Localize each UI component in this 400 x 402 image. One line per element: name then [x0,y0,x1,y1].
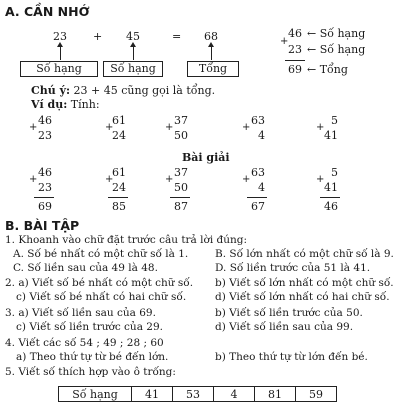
q3d: d) Viết số liền sau của 99. [215,321,354,333]
note-label: Chú ý: [31,84,71,97]
q3c: c) Viết số liền trước của 29. [16,321,163,333]
solution-sum: 87 [174,200,188,213]
q2b: b) Viết số lớn nhất có một chữ số. [215,277,394,289]
vertical-rule [285,60,305,61]
example-label: Ví dụ: [31,98,68,111]
eq-addend1: 23 [53,30,67,43]
solution-sum: 46 [324,200,338,213]
q1-option-d[interactable]: D. Số liền trước của 51 là 41. [215,262,371,274]
solution-rule [170,197,190,198]
solution-rule [320,197,340,198]
q4b: b) Theo thứ tự từ lớn đến bé. [215,351,368,363]
eq-equals: = [172,30,182,43]
q4a: a) Theo thứ tự từ bé đến lớn. [16,351,169,363]
problem-addend2: 24 [112,129,126,142]
problem-addend2: 23 [38,129,52,142]
vertical-label-sum: ← Tổng [307,63,348,76]
note-line [31,84,215,97]
table-cell: 4 [214,387,255,402]
section-b-title: B. BÀI TẬP [5,218,80,233]
table-cell: 81 [255,387,296,402]
problem-addend2: 50 [174,129,188,142]
arrow-up-icon [211,46,212,60]
solution-addend1: 37 [174,166,188,179]
problem-addend2: 41 [324,129,338,142]
solution-title: Bài giải [182,151,230,164]
solution-sum: 67 [251,200,265,213]
vertical-plus-sign: + [280,36,289,47]
vertical-addend1: 46 [288,27,302,40]
solution-addend1: 61 [112,166,126,179]
problem-addend2: 4 [258,129,265,142]
vertical-sum: 69 [288,63,302,76]
arrow-up-icon [133,46,134,60]
solution-rule [108,197,128,198]
solution-addend1: 63 [251,166,265,179]
q1-option-c[interactable]: C. Số liền sau của 49 là 48. [13,262,158,274]
section-a-title: A. CẦN NHỚ [5,4,90,19]
problem-addend1: 61 [112,114,126,127]
solution-sum: 69 [38,200,52,213]
q4-prompt: 4. Viết các số 54 ; 49 ; 28 ; 60 [5,337,164,349]
table-cell: 41 [132,387,173,402]
q1-option-b[interactable]: B. Số lớn nhất có một chữ số là 9. [215,248,394,260]
solution-rule [247,197,267,198]
table-cell: 53 [173,387,214,402]
q3a: 3. a) Viết số liền sau của 69. [5,307,156,319]
q3b: b) Viết số liền trước của 50. [215,307,363,319]
example-text: Tính: [70,98,100,111]
vertical-label-addend2: ← Số hạng [307,43,366,56]
q1-option-a[interactable]: A. Số bé nhất có một chữ số là 1. [13,248,189,260]
problem-addend1: 5 [331,114,338,127]
solution-sum: 85 [112,200,126,213]
solution-addend2: 4 [258,181,265,194]
vertical-label-addend1: ← Số hạng [307,27,366,40]
q2a: 2. a) Viết số bé nhất có một chữ số. [5,277,194,289]
example-line [31,98,100,111]
label-box-sum: Tổng [187,61,239,77]
eq-addend2: 45 [126,30,140,43]
table-cell: 59 [296,387,337,402]
solution-addend1: 46 [38,166,52,179]
label-box-addend2: Số hạng [103,61,163,77]
q2d: d) Viết số lớn nhất có hai chữ số. [215,291,390,303]
problem-addend1: 46 [38,114,52,127]
eq-sum: 68 [204,30,218,43]
vertical-addend2: 23 [288,43,302,56]
note-text: 23 + 45 cũng gọi là tổng. [73,84,216,97]
table-header-cell: Số hạng [59,387,132,402]
arrow-up-icon [60,46,61,60]
solution-addend1: 5 [331,166,338,179]
solution-addend2: 41 [324,181,338,194]
eq-plus: + [93,30,103,43]
label-box-addend1: Số hạng [20,61,98,77]
problem-addend1: 37 [174,114,188,127]
problem-addend1: 63 [251,114,265,127]
q5-prompt: 5. Viết số thích hợp vào ô trống: [5,366,176,378]
solution-addend2: 50 [174,181,188,194]
solution-addend2: 24 [112,181,126,194]
table-row [59,387,337,402]
solution-rule [34,197,54,198]
q2c: c) Viết số bé nhất có hai chữ số. [16,291,187,303]
q1-prompt: 1. Khoanh vào chữ đặt trước câu trả lời đúng: [5,234,248,246]
solution-addend2: 23 [38,181,52,194]
